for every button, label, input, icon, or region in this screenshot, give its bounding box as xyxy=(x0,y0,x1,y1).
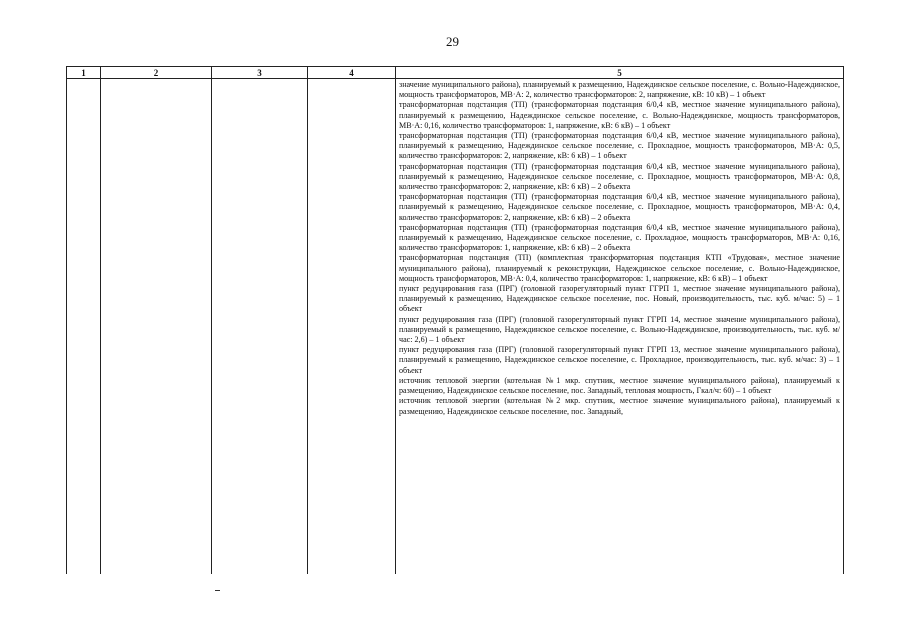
list-item: источник тепловой энергии (котельная №2 мкр. спутник, местное значение муниципального района), планируемый к размещению, Надеждинское сельское поселение, пос. Западный, xyxy=(399,396,840,416)
page-number: 29 xyxy=(446,34,459,49)
cell-col-3 xyxy=(212,79,308,575)
cell-col-1 xyxy=(67,79,101,575)
list-item: пункт редуцирования газа (ПРГ) (головной газорегуляторный пункт ГГРП 13, местное значение муниципального района), планируемый к размещению, Надеждинское сельское поселение, с. Прохладное, производительность, тыс. куб. м/час: 3) – 1 объект xyxy=(399,345,840,375)
list-item: источник тепловой энергии (котельная №1 мкр. спутник, местное значение муниципального района), планируемый к размещению, Надеждинское сельское поселение, пос. Западный, тепловая мощность, Гкал/ч: 60) – 1 объект xyxy=(399,375,840,396)
cell-col-2 xyxy=(101,79,212,575)
column-header-4: 4 xyxy=(308,67,396,79)
list-item: значение муниципального района), планируемый к размещению, Надеждинское сельское поселение, с. Вольно-Надеждинское, мощность трансформаторов, МВ·А: 2, количество трансформаторов: 2, напряжение, кВ: 10 кВ) – 1 объект xyxy=(399,80,840,100)
scan-mark xyxy=(215,590,220,591)
table-header-row xyxy=(67,67,844,79)
column-header-5: 5 xyxy=(396,67,844,79)
list-item: трансформаторная подстанция (ТП) (трансформаторная подстанция 6/0,4 кВ, местное значение муниципального района), планируемый к размещению, Надеждинское сельское поселение, с. Прохладное, мощность трансформаторов, МВ·А: 0,8, количество трансформаторов: 2, напряжение, кВ: 6 кВ) – 2 объекта xyxy=(399,161,840,192)
object-list xyxy=(396,79,843,574)
table-row xyxy=(67,79,844,575)
list-item: трансформаторная подстанция (ТП) (трансформаторная подстанция 6/0,4 кВ, местное значение муниципального района), планируемый к размещению, Надеждинское сельское поселение, с. Прохладное, мощность трансформаторов, МВ·А: 0,4, количество трансформаторов: 2, напряжение, кВ: 6 кВ) – 2 объекта xyxy=(399,192,840,222)
cell-col-5 xyxy=(396,79,844,575)
list-item: трансформаторная подстанция (ТП) (трансформаторная подстанция 6/0,4 кВ, местное значение муниципального района), планируемый к размещению, Надеждинское сельское поселение, с. Вольно-Надеждинское, мощность трансформаторов, МВ·А: 0,16, количество трансформаторов: 1, напряжение, кВ: 6 кВ) – 1 объект xyxy=(399,100,840,130)
column-header-1: 1 xyxy=(67,67,101,79)
column-header-2: 2 xyxy=(101,67,212,79)
cell-col-4 xyxy=(308,79,396,575)
list-item: трансформаторная подстанция (ТП) (трансформаторная подстанция 6/0,4 кВ, местное значение муниципального района), планируемый к размещению, Надеждинское сельское поселение, с. Прохладное, мощность трансформаторов, МВ·А: 0,5, количество трансформаторов: 2, напряжение, кВ: 6 кВ) – 1 объект xyxy=(399,131,840,161)
list-item: пункт редуцирования газа (ПРГ) (головной газорегуляторный пункт ГГРП 1, местное значение муниципального района), планируемый к размещению, Надеждинское сельское поселение, пос. Новый, производительность, тыс. куб. м/час: 5) – 1 объект xyxy=(399,284,840,314)
data-table xyxy=(66,66,844,574)
list-item: пункт редуцирования газа (ПРГ) (головной газорегуляторный пункт ГГРП 14, местное значение муниципального района), планируемый к размещению, Надеждинское сельское поселение, с. Вольно-Надеждинское, производительность, тыс. куб. м/час: 2,6) – 1 объект xyxy=(399,314,840,345)
list-item: трансформаторная подстанция (ТП) (комплектная трансформаторная подстанция КТП «Трудовая», местное значение муниципального района), планируемый к реконструкции, Надеждинское сельское поселение, с. Вольно-Надеждинское, мощность трансформаторов, МВ·А: 0,4, количество трансформаторов: 1, напряжение, кВ: 6 кВ) – 1 объект xyxy=(399,253,840,283)
column-header-3: 3 xyxy=(212,67,308,79)
list-item: трансформаторная подстанция (ТП) (трансформаторная подстанция 6/0,4 кВ, местное значение муниципального района), планируемый к размещению, Надеждинское сельское поселение, с. Прохладное, мощность трансформаторов, МВ·А: 0,16, количество трансформаторов: 1, напряжение, кВ: 6 кВ) – 2 объекта xyxy=(399,222,840,253)
